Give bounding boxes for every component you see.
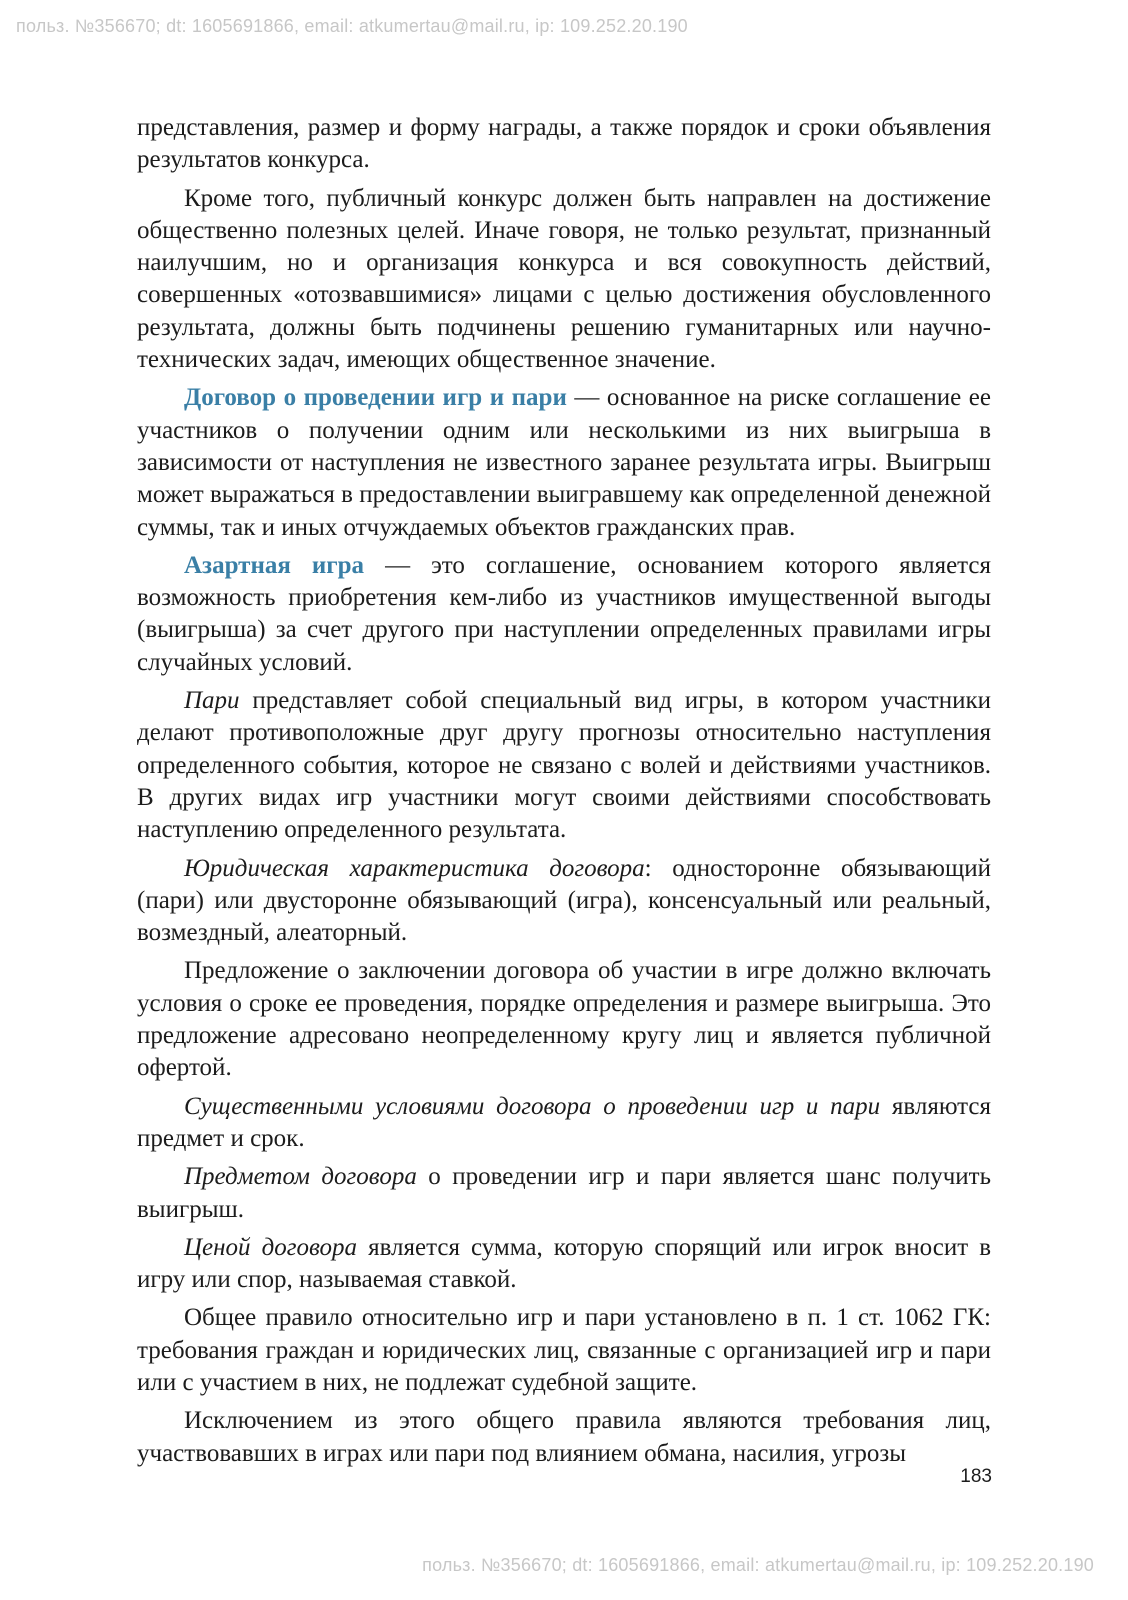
page-number: 183: [960, 1466, 992, 1487]
term-gambling: Азартная игра: [184, 551, 365, 579]
italic-pari: Пари: [184, 687, 240, 715]
italic-subject: Предметом договора: [184, 1163, 417, 1191]
paragraph-10-text: является сумма, которую спорящий или игрок вносит в игру или спор, называемая ставкой.: [137, 1233, 991, 1294]
paragraph-8: [137, 1091, 991, 1156]
paragraph-4: [137, 550, 991, 679]
paragraph-4-text: — это соглашение, основанием которого является возможность приобретения кем-либо из участников имущественной выгоды (выигрыша) за счет другого при наступлении определенных правилами игры случайных условий.: [137, 551, 992, 676]
paragraph-6: [137, 853, 991, 950]
page-text: [137, 112, 991, 1476]
watermark-top: польз. №356670; dt: 1605691866, email: atkumertau@mail.ru, ip: 109.252.20.190: [16, 16, 688, 36]
paragraph-6-text: : односторонне обязывающий (пари) или двусторонне обязывающий (игра), консенсуальный или реальный, возмездный, алеаторный.: [137, 854, 991, 947]
italic-essential-terms: Существенными условиями договора о проведении игр и пари: [184, 1092, 881, 1120]
paragraph-9-text: о проведении игр и пари является шанс получить выигрыш.: [137, 1163, 992, 1223]
paragraph-12: Исключением из этого общего правила являются требования лиц, участвовавших в играх или пари под влиянием обмана, насилия, угрозы: [137, 1407, 991, 1467]
paragraph-10: [137, 1232, 991, 1297]
paragraph-1: представления, размер и форму награды, а также порядок и сроки объявления результатов конкурса.: [137, 114, 991, 174]
paragraph-11: Общее правило относительно игр и пари установлено в п. 1 ст. 1062 ГК: требования граждан и юридических лиц, связанные с организацией игр и пари или с участием в них, не подлежат судебной защите.: [137, 1304, 991, 1396]
paragraph-3-text: — основанное на риске соглашение ее участников о получении одним или несколькими из них выигрыша в зависимости от наступления не известного заранее результата игры. Выигрыш может выражаться в предоставлении выигравшему как определенной денежной суммы, так и иных отчуждаемых объектов гражданских прав.: [137, 384, 991, 541]
watermark-bottom: польз. №356670; dt: 1605691866, email: atkumertau@mail.ru, ip: 109.252.20.190: [422, 1555, 1094, 1575]
paragraph-9: [137, 1161, 991, 1226]
italic-legal-characteristic: Юридическая характеристика договора: [184, 854, 645, 882]
paragraph-3: [137, 382, 991, 543]
paragraph-7: Предложение о заключении договора об участии в игре должно включать условия о сроке ее проведения, порядке определения и размере выигрыша. Это предложение адресовано неопределенному кругу лиц и является публичной офертой.: [137, 957, 991, 1082]
italic-price: Ценой договора: [184, 1233, 358, 1261]
paragraph-2: Кроме того, публичный конкурс должен быть направлен на достижение общественно полезных целей. Иначе говоря, не только результат, признанный наилучшим, но и организация конкурса и вся совокупность действий, совершенных «отозвавшимися» лицами с целью достижения обусловленного результата, должны быть подчинены решению гуманитарных или научно-технических задач, имеющих общественное значение.: [137, 184, 991, 374]
paragraph-5: [137, 685, 991, 846]
term-gaming-contract: Договор о проведении игр и пари: [184, 384, 567, 412]
paragraph-8-text: являются предмет и срок.: [137, 1092, 991, 1152]
paragraph-5-text: представляет собой специальный вид игры, в котором участники делают противоположные друг другу прогнозы относительно наступления определенного события, которое не связано с волей и действиями участников. В других видах игр участники могут своими действиями способствовать наступлению определенного результата.: [137, 687, 991, 844]
